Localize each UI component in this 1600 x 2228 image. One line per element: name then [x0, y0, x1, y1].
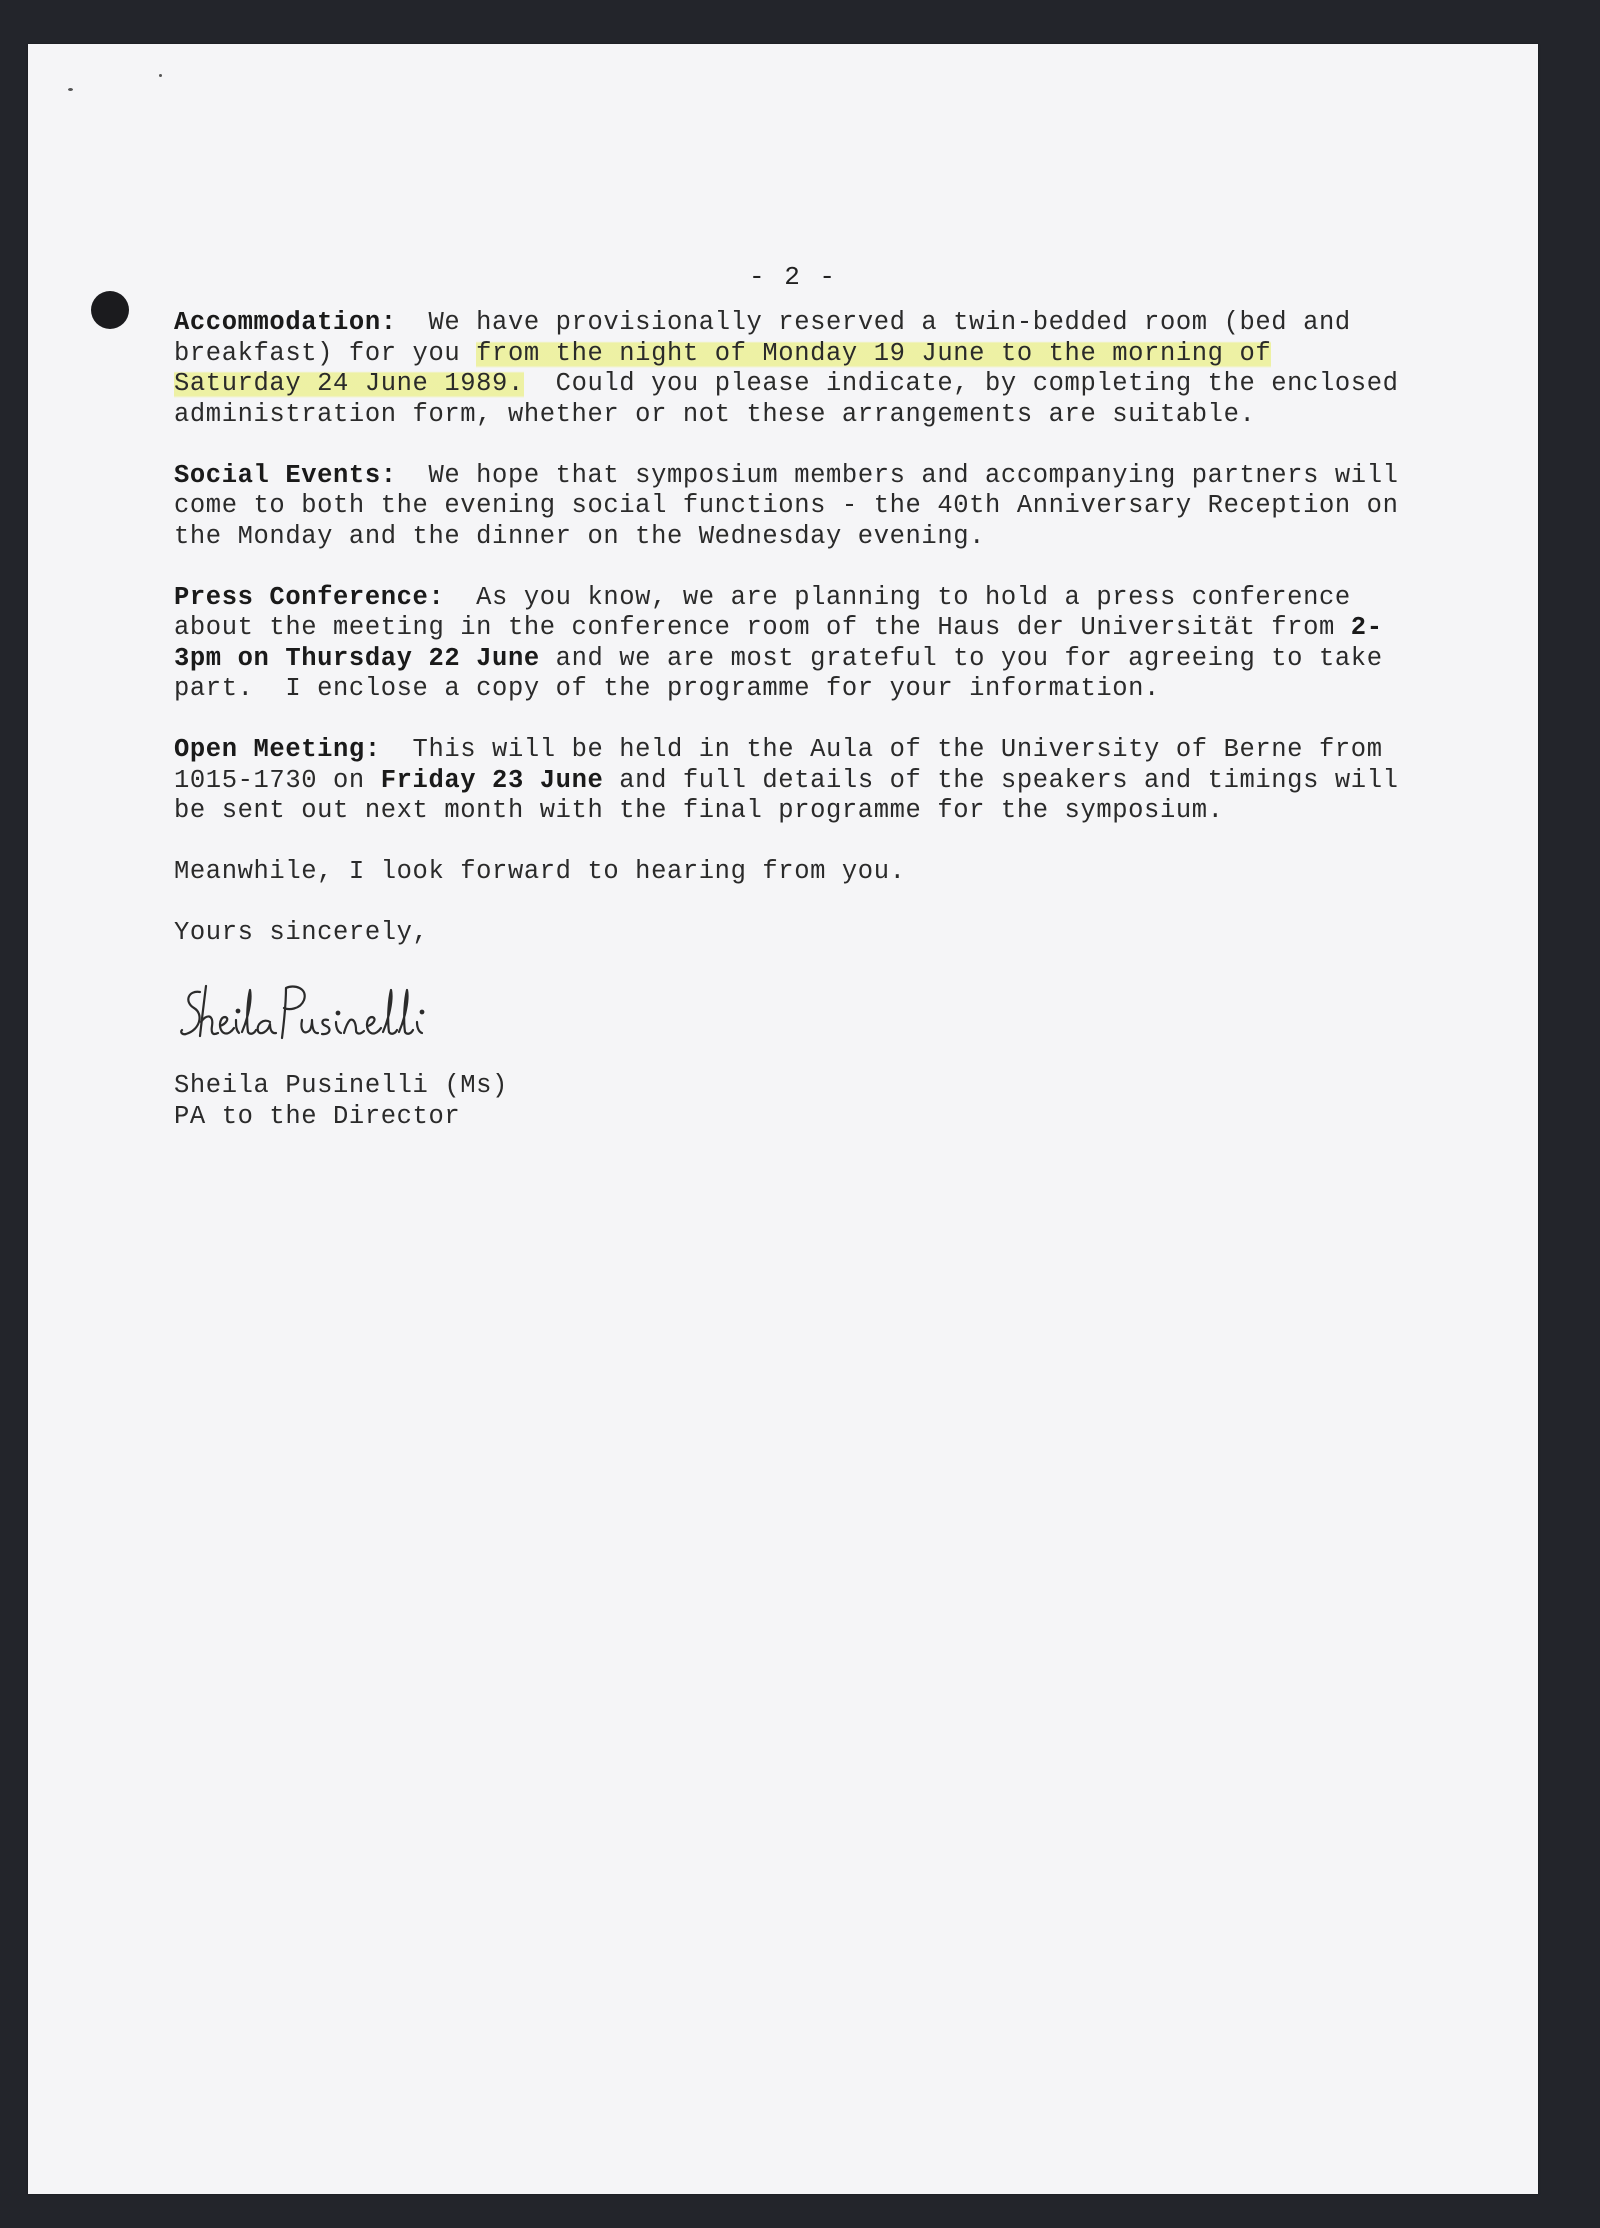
- paragraph-closing: [174, 857, 1374, 888]
- bold-time: 2-: [1350, 613, 1383, 642]
- highlighted-dates: Saturday 24 June 1989.: [174, 369, 524, 398]
- text-line: come to both the evening social functions - the 40th Anniversary Reception on: [174, 491, 1399, 520]
- text-line: and we are most grateful to you for agreeing to take: [539, 643, 1383, 673]
- paragraph-open-meeting: [174, 735, 1399, 827]
- salutation: Yours sincerely,: [174, 918, 429, 947]
- paragraph-press-conference: [174, 582, 1383, 705]
- bold-date: Friday 23 June: [380, 765, 604, 795]
- text-line: part. I enclose a copy of the programme for your information.: [174, 674, 1160, 703]
- paragraph-accommodation: [174, 308, 1399, 430]
- punch-hole: [91, 291, 129, 329]
- text-line: be sent out next month with the final programme for the symposium.: [174, 796, 1224, 825]
- text-line: We hope that symposium members and accompanying partners will: [396, 460, 1399, 490]
- text-line: 1015-1730 on: [174, 765, 381, 795]
- page-number: - 2 -: [748, 262, 837, 292]
- paragraph-salutation: [174, 918, 1374, 949]
- text-line: about the meeting in the conference room of the Haus der Universität from: [174, 613, 1351, 642]
- heading-press-conference: Press Conference:: [174, 582, 445, 612]
- signatory-name: Sheila Pusinelli (Ms): [174, 1071, 508, 1100]
- handwritten-signature: [178, 978, 538, 1048]
- text-line: administration form, whether or not these arrangements are suitable.: [174, 399, 1256, 429]
- heading-social-events: Social Events:: [174, 460, 397, 490]
- paper-speck: [68, 88, 73, 91]
- paper-speck: [159, 74, 162, 77]
- heading-accommodation: Accommodation:: [174, 308, 397, 337]
- signature-block: [174, 1071, 508, 1132]
- text-line: This will be held in the Aula of the University of Berne from: [380, 735, 1383, 764]
- text-line: the Monday and the dinner on the Wednesday evening.: [174, 521, 986, 551]
- text-line: Could you please indicate, by completing the enclosed: [523, 369, 1399, 398]
- closing-line: Meanwhile, I look forward to hearing from you.: [174, 857, 906, 886]
- paragraph-social-events: [174, 460, 1399, 553]
- text-line: We have provisionally reserved a twin-bedded room (bed and: [396, 308, 1351, 337]
- signatory-title: PA to the Director: [174, 1101, 461, 1131]
- text-line: and full details of the speakers and timings will: [603, 765, 1399, 795]
- text-line: As you know, we are planning to hold a press conference: [444, 582, 1351, 612]
- bold-date: 3pm on Thursday 22 June: [174, 643, 540, 673]
- text-line: breakfast) for you: [174, 338, 477, 368]
- letter-body: [174, 308, 1399, 979]
- highlighted-dates: from the night of Monday 19 June to the morning of: [476, 338, 1272, 368]
- heading-open-meeting: Open Meeting:: [174, 735, 381, 764]
